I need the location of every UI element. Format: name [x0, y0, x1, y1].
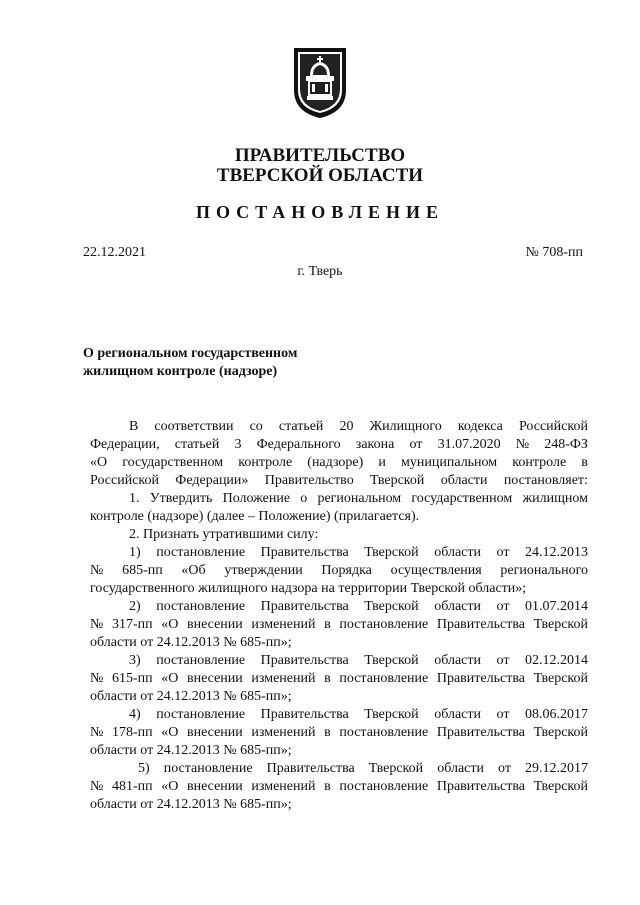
word: жилищном	[522, 491, 588, 506]
word: осуществления	[390, 563, 482, 578]
word: Федерации»	[175, 473, 249, 488]
word: Федерального	[256, 437, 341, 452]
word: Тверской	[533, 671, 588, 686]
word: от	[496, 653, 510, 668]
word: постановление	[156, 707, 246, 722]
word: изменений	[251, 671, 316, 686]
word: регионального	[500, 563, 588, 578]
word: 317-пп	[111, 617, 153, 632]
word: о	[300, 491, 308, 506]
word: Правительства	[260, 545, 349, 560]
word: изменений	[251, 617, 316, 632]
body-line	[90, 544, 588, 562]
word: внесении	[187, 725, 243, 740]
word: Российской	[518, 419, 588, 434]
body-line	[90, 778, 588, 796]
subject-line: жилищном контроле (надзоре)	[83, 364, 278, 379]
word: №	[90, 725, 104, 740]
word: статьей	[174, 437, 220, 452]
body-line	[90, 760, 588, 778]
word: Правительства	[436, 725, 525, 740]
word: №	[90, 779, 104, 794]
word: изменений	[251, 779, 316, 794]
word: от	[409, 437, 423, 452]
word: 1.	[129, 491, 140, 506]
word: В	[129, 419, 139, 434]
word: в	[324, 617, 331, 632]
word: Тверской	[370, 473, 425, 488]
word: «О	[90, 455, 108, 470]
word: Правительства	[436, 617, 525, 632]
word: 2)	[129, 599, 141, 614]
body-line: 2. Признать утратившими силу:	[129, 527, 319, 542]
word: 685-пп	[122, 563, 163, 578]
document-number: № 708-пп	[525, 245, 583, 260]
word: утверждении	[224, 563, 303, 578]
word: области	[434, 545, 481, 560]
word: 1)	[129, 545, 141, 560]
word: «О	[161, 725, 179, 740]
word: Жилищного	[369, 419, 442, 434]
word: 248-ФЗ	[544, 437, 588, 452]
word: Тверской	[533, 779, 588, 794]
word: постановляет:	[503, 473, 588, 488]
body-line: области от 24.12.2013 № 685-пп»;	[90, 689, 292, 704]
word: изменений	[251, 725, 316, 740]
word: №	[90, 563, 104, 578]
body-line	[90, 490, 588, 508]
word: статьей	[278, 419, 324, 434]
word: постановление	[339, 671, 429, 686]
word: Правительства	[260, 653, 349, 668]
word: от	[496, 599, 510, 614]
word: 20	[339, 419, 354, 434]
word: Федерации,	[90, 437, 160, 452]
word: Российской	[90, 473, 159, 488]
word: №	[90, 617, 104, 632]
body-line: контроле (надзоре) (далее – Положение) (прилагается).	[90, 509, 420, 524]
word: контроле	[512, 455, 567, 470]
word: 08.06.2017	[525, 707, 588, 722]
word: кодекса	[457, 419, 503, 434]
word: от	[496, 707, 510, 722]
word: Тверской	[364, 653, 419, 668]
document-city: г. Тверь	[297, 264, 343, 279]
body-line	[90, 598, 588, 616]
body-line	[90, 652, 588, 670]
word: региональном	[317, 491, 402, 506]
word: 5)	[138, 761, 150, 776]
word: внесении	[187, 617, 243, 632]
body-line: области от 24.12.2013 № 685-пп»;	[90, 635, 292, 650]
word: области	[434, 707, 481, 722]
word: 3)	[129, 653, 141, 668]
word: Положение	[222, 491, 291, 506]
word: постановление	[339, 725, 429, 740]
body-line: области от 24.12.2013 № 685-пп»;	[90, 797, 292, 812]
word: постановление	[156, 653, 246, 668]
organization-name-line2: ТВЕРСКОЙ ОБЛАСТИ	[216, 165, 424, 186]
word: от	[496, 545, 510, 560]
word: 01.07.2014	[525, 599, 588, 614]
body-line: области от 24.12.2013 № 685-пп»;	[90, 743, 292, 758]
word: от	[498, 761, 511, 776]
word: области	[437, 761, 484, 776]
body-line	[90, 454, 588, 472]
word: и	[378, 455, 386, 470]
word: Правительства	[436, 671, 525, 686]
body-line	[90, 616, 588, 634]
word: Тверской	[533, 617, 588, 632]
word: «О	[161, 671, 179, 686]
word: внесении	[187, 671, 243, 686]
word: 4)	[129, 707, 141, 722]
word: Порядка	[321, 563, 372, 578]
document-date: 22.12.2021	[83, 245, 146, 260]
document-subject	[83, 345, 297, 381]
word: соответствии	[154, 419, 234, 434]
word: 3	[234, 437, 242, 452]
word: муниципальном	[401, 455, 498, 470]
word: «Об	[181, 563, 206, 578]
word: постановление	[163, 761, 253, 776]
word: «О	[161, 617, 179, 632]
body-line	[90, 562, 588, 580]
word: области	[440, 473, 488, 488]
body-line	[90, 670, 588, 688]
word: в	[581, 455, 588, 470]
word: области	[434, 653, 481, 668]
word: 615-пп	[111, 671, 153, 686]
organization-name-line1: ПРАВИТЕЛЬСТВО	[234, 145, 406, 166]
body-line	[90, 706, 588, 724]
word: 481-пп	[111, 779, 153, 794]
word: в	[324, 779, 331, 794]
word: 02.12.2014	[525, 653, 588, 668]
word: со	[249, 419, 263, 434]
word: Правительства	[260, 599, 349, 614]
word: постановление	[339, 617, 429, 632]
document-type-title: ПОСТАНОВЛЕНИЕ	[195, 202, 445, 222]
tver-coat-of-arms-icon	[290, 40, 350, 120]
word: Правительства	[436, 779, 525, 794]
document-body	[90, 418, 588, 814]
word: (надзоре)	[307, 455, 364, 470]
word: закона	[355, 437, 395, 452]
word: №	[90, 671, 104, 686]
word: Правительства	[266, 761, 355, 776]
word: Тверской	[364, 707, 419, 722]
body-line: государственного жилищного надзора на территории Тверской области»;	[90, 581, 527, 596]
body-line	[90, 472, 588, 490]
word: постановление	[156, 599, 246, 614]
word: №	[515, 437, 530, 452]
word: в	[324, 725, 331, 740]
word: Тверской	[533, 725, 588, 740]
word: Правительства	[260, 707, 349, 722]
word: 178-пп	[111, 725, 153, 740]
word: Тверской	[364, 599, 419, 614]
word: Правительство	[264, 473, 354, 488]
body-line	[90, 724, 588, 742]
word: государственном	[411, 491, 513, 506]
word: 24.12.2013	[525, 545, 588, 560]
word: Тверской	[364, 545, 419, 560]
body-line	[90, 418, 588, 436]
body-line	[90, 436, 588, 454]
word: Утвердить	[149, 491, 213, 506]
word: 29.12.2017	[525, 761, 588, 776]
word: государственном	[122, 455, 224, 470]
word: «О	[161, 779, 179, 794]
subject-line: О региональном государственном	[83, 346, 298, 361]
word: внесении	[187, 779, 243, 794]
word: Тверской	[368, 761, 424, 776]
word: постановление	[156, 545, 246, 560]
word: постановление	[339, 779, 429, 794]
word: контроле	[238, 455, 293, 470]
word: 31.07.2020	[437, 437, 501, 452]
word: области	[434, 599, 481, 614]
word: в	[324, 671, 331, 686]
